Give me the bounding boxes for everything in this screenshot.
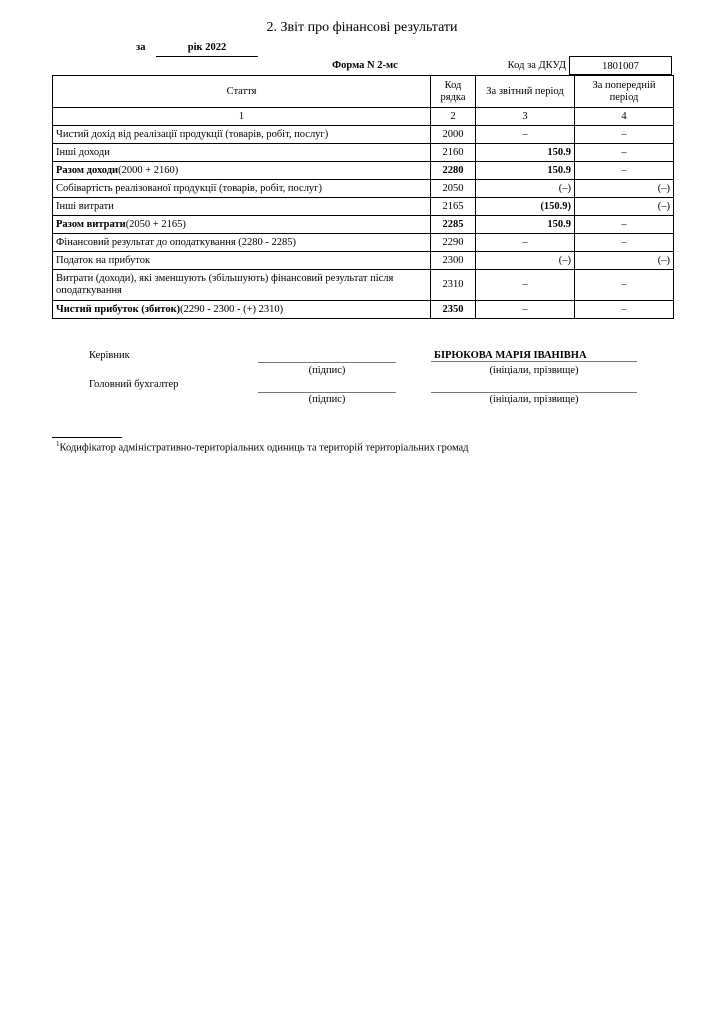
row-label-text: Собівартість реалізованої продукції (товарів, робіт, послуг)	[56, 182, 322, 194]
table-row	[53, 162, 674, 180]
dkud-code: 1801007	[569, 56, 672, 75]
table-row	[53, 144, 674, 162]
row-code: 2280	[431, 162, 476, 180]
column-number: 2	[431, 108, 476, 126]
accountant-signature-caption: (підпис)	[308, 394, 346, 405]
header-item: Стаття	[53, 76, 431, 108]
row-label	[53, 126, 431, 144]
row-previous-value: (–)	[575, 180, 674, 198]
row-previous-value: (–)	[575, 198, 674, 216]
row-label-text: (2000 + 2160)	[118, 164, 179, 176]
director-label: Керівник	[89, 350, 130, 361]
header-previous: За попередній період	[575, 76, 674, 108]
row-previous-value: (–)	[575, 252, 674, 270]
row-code: 2310	[431, 270, 476, 301]
row-previous-value: –	[575, 234, 674, 252]
form-label: Форма N 2-мс	[332, 60, 398, 71]
table-row	[53, 180, 674, 198]
row-code: 2350	[431, 301, 476, 319]
row-label	[53, 270, 431, 301]
row-label-text: Податок на прибуток	[56, 254, 151, 266]
row-previous-value: –	[575, 126, 674, 144]
row-label-text: Витрати (доходи), які зменшують (збільшують) фінансовий результат після оподаткування	[56, 273, 394, 296]
table-row	[53, 270, 674, 301]
footnote-text: Кодифікатор адміністративно-територіальних одиниць та територій територіальних громад	[59, 442, 469, 454]
row-previous-value: –	[575, 270, 674, 301]
row-label-text: Чистий дохід від реалізації продукції (товарів, робіт, послуг)	[56, 128, 329, 140]
row-label	[53, 162, 431, 180]
dkud-label: Код за ДКУД	[507, 60, 566, 71]
director-name: БІРЮКОВА МАРІЯ ІВАНІВНА	[431, 350, 637, 362]
row-label	[53, 198, 431, 216]
table-row	[53, 234, 674, 252]
accountant-name-line	[431, 380, 637, 393]
row-label	[53, 301, 431, 319]
row-label-text: Інші доходи	[56, 146, 110, 158]
column-number: 3	[476, 108, 575, 126]
table-row	[53, 198, 674, 216]
row-label-text: (2050 + 2165)	[125, 218, 186, 230]
footnote-marker: 1	[56, 440, 60, 448]
table-row	[53, 126, 674, 144]
row-current-value: (150.9)	[476, 198, 575, 216]
director-signature-caption: (підпис)	[308, 365, 346, 376]
table-row	[53, 216, 674, 234]
table-row	[53, 301, 674, 319]
row-current-value: 150.9	[476, 162, 575, 180]
director-name-caption: (ініціали, прізвище)	[489, 365, 579, 376]
row-current-value: –	[476, 126, 575, 144]
footnote-separator	[52, 437, 122, 438]
row-label	[53, 144, 431, 162]
header-current: За звітний період	[476, 76, 575, 108]
row-current-value: –	[476, 270, 575, 301]
row-label	[53, 216, 431, 234]
row-label-bold: Разом доходи	[56, 164, 119, 176]
row-code: 2300	[431, 252, 476, 270]
row-previous-value: –	[575, 144, 674, 162]
row-label-text: Інші витрати	[56, 200, 114, 212]
row-label-text: (2290 - 2300 - (+) 2310)	[180, 303, 284, 315]
row-current-value: (–)	[476, 252, 575, 270]
row-label	[53, 234, 431, 252]
row-current-value: –	[476, 301, 575, 319]
row-current-value: (–)	[476, 180, 575, 198]
row-label	[53, 180, 431, 198]
row-current-value: 150.9	[476, 144, 575, 162]
row-label-bold: Разом витрати	[56, 218, 126, 230]
row-code: 2160	[431, 144, 476, 162]
row-label	[53, 252, 431, 270]
column-number: 1	[53, 108, 431, 126]
column-number: 4	[575, 108, 674, 126]
row-code: 2165	[431, 198, 476, 216]
row-current-value: 150.9	[476, 216, 575, 234]
row-previous-value: –	[575, 301, 674, 319]
row-code: 2285	[431, 216, 476, 234]
accountant-signature-line	[258, 380, 396, 393]
table-header-row	[53, 76, 674, 108]
period-value: рік 2022	[156, 42, 258, 57]
table-row	[53, 252, 674, 270]
row-previous-value: –	[575, 216, 674, 234]
column-number-row	[53, 108, 674, 126]
row-code: 2050	[431, 180, 476, 198]
accountant-name-caption: (ініціали, прізвище)	[489, 394, 579, 405]
financial-results-table	[52, 75, 674, 319]
row-previous-value: –	[575, 162, 674, 180]
header-code: Код рядка	[431, 76, 476, 108]
row-current-value: –	[476, 234, 575, 252]
accountant-label: Головний бухгалтер	[89, 379, 179, 390]
footnote	[56, 440, 469, 454]
row-label-text: Фінансовий результат до оподаткування (2280 - 2285)	[56, 236, 297, 248]
report-title: 2. Звіт про фінансові результати	[266, 20, 458, 35]
director-signature-line	[258, 350, 396, 363]
row-code: 2000	[431, 126, 476, 144]
row-label-bold: Чистий прибуток (збиток)	[56, 303, 181, 315]
row-code: 2290	[431, 234, 476, 252]
period-prefix: за	[136, 42, 146, 53]
